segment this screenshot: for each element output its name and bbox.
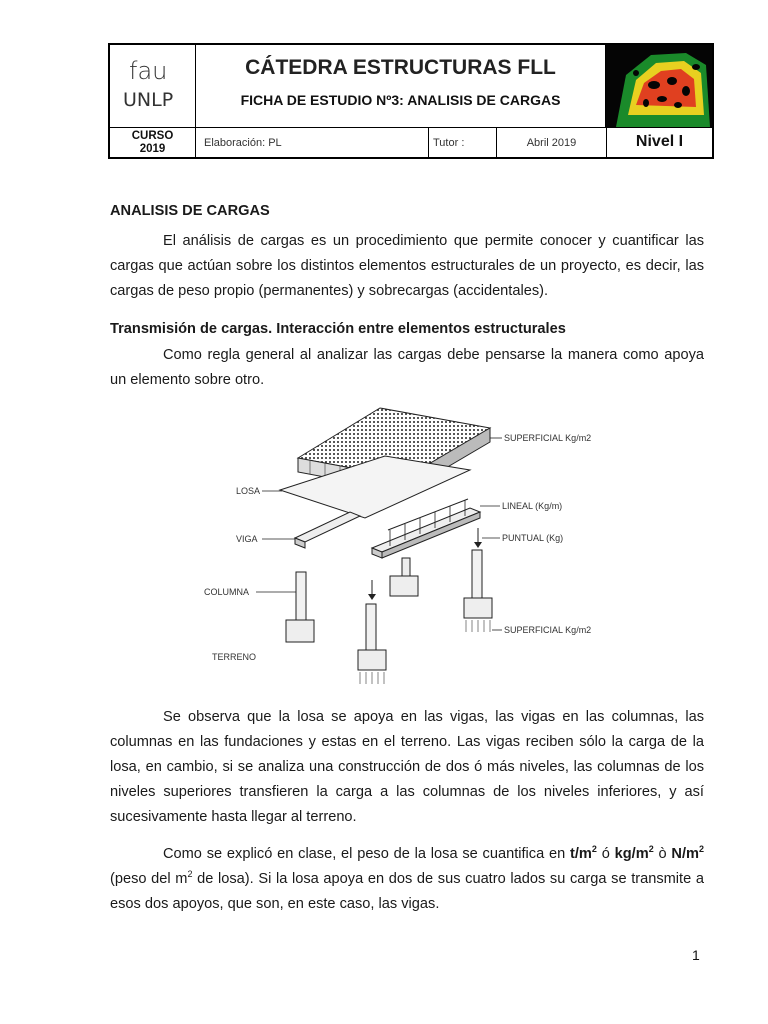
- header-table: [108, 43, 714, 159]
- label-columna: COLUMNA: [204, 587, 250, 597]
- columna-isolated: [286, 572, 314, 642]
- p4-sep-2: ò: [653, 846, 672, 862]
- label-superficial-top: SUPERFICIAL Kg/m2: [504, 433, 592, 443]
- curso-label: CURSO: [131, 130, 174, 142]
- p4-text-3: de losa). Si la losa apoya en dos de sus cuatro lados su carga se transmite a esos dos apoyos, que son, en este caso, las vigas.: [110, 871, 704, 912]
- logo-unlp: UNLP: [123, 89, 174, 111]
- p4-exp: 2: [187, 869, 193, 880]
- course-title: CÁTEDRA ESTRUCTURAS FLL: [245, 56, 556, 79]
- right-column-foundation: [464, 528, 492, 632]
- paragraph-transmision: Como regla general al analizar las cargas debe pensarse la manera como apoya un elemento sobre otro.: [110, 347, 704, 388]
- section-heading-analisis: ANALISIS DE CARGAS: [110, 203, 270, 219]
- paragraph-peso-losa: [110, 842, 704, 917]
- load-transmission-diagram: [200, 400, 620, 700]
- viga-beam: [295, 512, 360, 542]
- sheet-subtitle: FICHA DE ESTUDIO Nº3: ANALISIS DE CARGAS: [240, 92, 561, 108]
- page-number: 1: [692, 947, 700, 963]
- label-lineal: LINEAL (Kg/m): [502, 501, 563, 511]
- label-superficial-bottom: SUPERFICIAL Kg/m2: [504, 625, 592, 635]
- fau-unlp-logo: [110, 45, 196, 127]
- tutor-cell: Tutor :: [429, 128, 497, 157]
- logo-fau: fau: [129, 57, 168, 85]
- label-puntual: PUNTUAL (Kg): [502, 533, 564, 543]
- label-losa: LOSA: [236, 486, 261, 496]
- unit-t-m2: $t/m^2$: [570, 844, 597, 862]
- level-cell: [607, 128, 712, 157]
- label-terreno: TERRENO: [212, 652, 257, 662]
- level-label: Nivel I: [635, 133, 684, 150]
- title-cell: [196, 45, 606, 127]
- unit-kg-m2: $kg/m^2$: [614, 844, 654, 862]
- unit-n-m2: $N/m^2$: [671, 844, 704, 862]
- curso-cell: [110, 128, 196, 157]
- paragraph-observacion: Se observa que la losa se apoya en las vigas, las vigas en las columnas, las columnas en las fundaciones y estas en el terreno. Las vigas reciben sólo la carga de la losa, en cambio, si se analiza una construcción de dos ó más niveles, las columnas de los niveles superiores transfieren la carga a las columnas de los niveles inferiores, y así sucesivamente hasta llegar al terreno.: [110, 709, 704, 825]
- p4-text-2: (peso del m: [110, 871, 188, 887]
- elaboracion-cell: Elaboración: PL: [196, 128, 429, 157]
- p4-text-1: Como se explicó en clase, el peso de la losa se cuantifica en: [163, 846, 571, 862]
- column-with-foundation: [358, 580, 386, 684]
- label-viga: VIGA: [236, 534, 258, 544]
- paragraph-analisis: El análisis de cargas es un procedimiento que permite conocer y cuantificar las cargas que actúan sobre los distintos elementos estructurales de un proyecto, es decir, las cargas de peso propio (permanentes) y sobrecargas (accidentales).: [110, 233, 704, 299]
- curso-year: 2019: [139, 143, 166, 155]
- section-heading-transmision: Transmisión de cargas. Interacción entre elementos estructurales: [110, 321, 566, 337]
- structure-render-image: [606, 45, 712, 127]
- date-cell: Abril 2019: [497, 128, 607, 157]
- p4-sep-1: ó: [596, 846, 615, 862]
